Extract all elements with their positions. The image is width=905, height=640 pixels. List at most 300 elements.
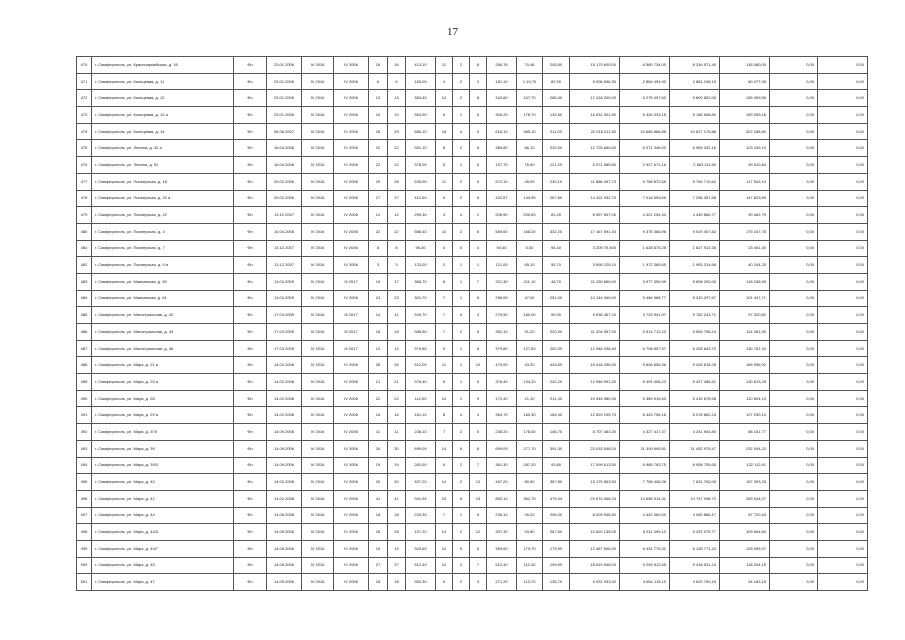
table-cell: 127 290,10 xyxy=(720,407,770,424)
table-cell: 5 514 712,23 xyxy=(620,324,670,341)
table-row xyxy=(77,307,868,324)
table-cell: 109 664,60 xyxy=(720,524,770,541)
table-cell: 220,90 xyxy=(543,324,570,341)
table-cell: 498 xyxy=(77,524,92,541)
table-cell: г. Симферополь, ул. Мира, д. 42 xyxy=(92,490,234,507)
table-cell: 14.09.2006 xyxy=(267,524,302,541)
table-cell: Фн xyxy=(234,307,267,324)
table-cell: 4 241 904,80 xyxy=(670,424,720,441)
table-cell: IV 2006 xyxy=(334,457,369,474)
table-cell: 0,00 xyxy=(770,507,818,524)
table-cell: г. Симферополь, ул. Мира, д. 45 xyxy=(92,557,234,574)
table-cell: 9 635 467,20 xyxy=(570,307,620,324)
table-cell: 34 xyxy=(369,440,388,457)
table-cell: 22 xyxy=(369,140,388,157)
table-cell: 16 xyxy=(369,57,388,74)
table-cell: г. Симферополь, ул. Мира, д. 37б xyxy=(92,424,234,441)
table-cell: 8 xyxy=(470,223,487,240)
table-cell: 11 309 695,81 xyxy=(620,440,670,457)
table-cell: 175 167,78 xyxy=(720,223,770,240)
table-cell: 86,10 xyxy=(517,140,543,157)
table-cell: IV 2016 xyxy=(302,223,334,240)
table-cell: 0,00 xyxy=(770,524,818,541)
table-cell: Фн xyxy=(234,223,267,240)
table-cell: IV 2006 xyxy=(334,440,369,457)
table-cell: IV 2006 xyxy=(334,123,369,140)
table-cell: 9 375 366,96 xyxy=(620,223,670,240)
table-cell: 8 xyxy=(369,240,388,257)
table-cell: 0,00 xyxy=(818,457,868,474)
table-cell: 5 571 565,60 xyxy=(570,157,620,174)
table-cell: 0,00 xyxy=(818,507,868,524)
table-cell: 495 xyxy=(77,474,92,491)
table-cell: 0,00 xyxy=(818,157,868,174)
table-cell: 23 xyxy=(388,290,406,307)
table-cell: 580,60 xyxy=(487,223,517,240)
table-cell: Фн xyxy=(234,140,267,157)
table-row xyxy=(77,407,868,424)
table-cell: 0,00 xyxy=(770,307,818,324)
table-cell: 99,30 xyxy=(543,307,570,324)
table-cell: 41 xyxy=(388,490,406,507)
table-cell: Фн xyxy=(234,557,267,574)
table-cell: 3 xyxy=(453,557,470,574)
table-cell: 205,80 xyxy=(543,57,570,74)
table-cell: 7 788 408,36 xyxy=(620,474,670,491)
table-cell: 16.04.2008 xyxy=(267,140,302,157)
table-cell: 183,00 xyxy=(406,73,436,90)
table-cell: 11 250 660,00 xyxy=(570,273,620,290)
table-cell: IV 2016 xyxy=(302,574,334,591)
table-cell: г. Симферополь, ул. Ленина, д. 51 xyxy=(92,157,234,174)
table-cell: г. Симферополь, ул. Пионерская, д. 18 xyxy=(92,173,234,190)
table-row xyxy=(77,90,868,107)
table-cell: 0,00 xyxy=(517,240,543,257)
table-cell: 6 xyxy=(470,190,487,207)
table-cell: г. Симферополь, ул. Кольцевая, д. 12 а xyxy=(92,107,234,124)
table-row xyxy=(77,424,868,441)
table-cell: 10 xyxy=(470,357,487,374)
table-cell: г. Симферополь, ул. Пионерская, д. 7 xyxy=(92,240,234,257)
table-cell: IV 2006 xyxy=(334,357,369,374)
table-cell: III 2017 xyxy=(334,324,369,341)
table-cell: 0,00 xyxy=(770,390,818,407)
table-row xyxy=(77,57,868,74)
table-cell: 478 xyxy=(77,190,92,207)
table-cell: IV 2006 xyxy=(334,524,369,541)
table-cell: 5 275 497,60 xyxy=(620,90,670,107)
table-cell: 5 758 872,65 xyxy=(620,173,670,190)
table-cell: 22 xyxy=(369,390,388,407)
table-cell: 5 326 333,15 xyxy=(620,107,670,124)
table-cell: 480 xyxy=(77,223,92,240)
table-cell: 19 xyxy=(369,457,388,474)
table-cell: 0,00 xyxy=(818,173,868,190)
table-cell: IV 2006 xyxy=(334,73,369,90)
table-cell: 500 xyxy=(77,557,92,574)
table-cell: 20 xyxy=(369,474,388,491)
table-cell: 10 xyxy=(369,107,388,124)
table-cell: III 2017 xyxy=(334,307,369,324)
table-cell: Фн xyxy=(234,507,267,524)
table-cell: 0,00 xyxy=(818,57,868,74)
table-cell: 352,10 xyxy=(487,324,517,341)
table-row xyxy=(77,440,868,457)
table-cell: 1 xyxy=(453,507,470,524)
table-cell: г. Симферополь, ул. Маяковская, д. 61 xyxy=(92,290,234,307)
table-cell: 301,70 xyxy=(406,290,436,307)
table-cell: IV 2016 xyxy=(302,557,334,574)
table-cell: IV 2016 xyxy=(302,190,334,207)
table-cell: 6 425 643,70 xyxy=(670,340,720,357)
table-cell: 1 xyxy=(453,107,470,124)
table-cell: 379,80 xyxy=(487,340,517,357)
table-cell: г. Симферополь, ул. Маяковская, д. 59 xyxy=(92,273,234,290)
table-cell: 368,70 xyxy=(406,273,436,290)
table-cell: 30 xyxy=(388,440,406,457)
table-cell: 16.04.2008 xyxy=(267,157,302,174)
table-cell: 12 xyxy=(369,207,388,224)
table-cell: 479,44 xyxy=(543,490,570,507)
table-cell: 13.03.2009 xyxy=(267,273,302,290)
table-cell: 5 xyxy=(436,157,453,174)
table-cell: 17 xyxy=(388,273,406,290)
table-row xyxy=(77,190,868,207)
table-cell: 17 167 591,34 xyxy=(570,223,620,240)
table-cell: 7 xyxy=(436,290,453,307)
table-cell: 493 xyxy=(77,440,92,457)
table-cell: г. Симферополь, ул. Пионерская, д. 22 xyxy=(92,207,234,224)
table-cell: 180,30 xyxy=(517,407,543,424)
table-cell: 18 519 948,00 xyxy=(570,557,620,574)
table-cell: 6 908 755,65 xyxy=(670,457,720,474)
table-cell: 389,80 xyxy=(487,140,517,157)
table-cell: 0,00 xyxy=(770,90,818,107)
table-cell: 11 xyxy=(436,357,453,374)
table-cell: 490 xyxy=(77,390,92,407)
table-cell: 4 661 118,10 xyxy=(620,574,670,591)
table-cell: 3 xyxy=(369,257,388,274)
table-cell: IV 2006 xyxy=(334,107,369,124)
table-cell: 9 209 812,65 xyxy=(620,557,670,574)
table-cell: 0,00 xyxy=(818,374,868,391)
table-cell: 40 244,25 xyxy=(720,257,770,274)
table-cell: 363,40 xyxy=(406,90,436,107)
table-cell: 181,10 xyxy=(487,73,517,90)
table-cell: 279,90 xyxy=(487,307,517,324)
table-cell: 12 xyxy=(470,524,487,541)
table-cell: IV 2006 xyxy=(334,173,369,190)
table-cell: 497 xyxy=(77,507,92,524)
table-cell: 0,00 xyxy=(818,123,868,140)
table-cell: 22 xyxy=(388,223,406,240)
table-cell: 114 081,55 xyxy=(720,324,770,341)
table-cell: 113,70 xyxy=(517,574,543,591)
table-cell: 0,00 xyxy=(818,524,868,541)
table-cell: 2 xyxy=(453,90,470,107)
table-cell: 41 xyxy=(369,490,388,507)
table-cell: 11 xyxy=(436,57,453,74)
table-cell: IV 2018 xyxy=(302,57,334,74)
table-cell: 110 804,19 xyxy=(720,390,770,407)
table-cell: Фн xyxy=(234,273,267,290)
table-cell: 5 xyxy=(436,574,453,591)
table-cell: 88 161,77 xyxy=(720,424,770,441)
table-cell: 6 xyxy=(436,107,453,124)
table-cell: 479 xyxy=(77,207,92,224)
table-cell: IV 2016 xyxy=(302,474,334,491)
table-cell: 14.02.2008 xyxy=(267,357,302,374)
table-cell: 18 xyxy=(388,324,406,341)
table-cell: 0,00 xyxy=(818,490,868,507)
table-cell: 238,10 xyxy=(406,424,436,441)
table-cell: 14.02.2008 xyxy=(267,474,302,491)
table-cell: 6 491 408,23 xyxy=(620,374,670,391)
table-cell: 7 xyxy=(436,307,453,324)
table-cell: 14.02.2008 xyxy=(267,407,302,424)
table-cell: IV 2006 xyxy=(334,424,369,441)
table-cell: 385,50 xyxy=(406,324,436,341)
table-cell: Фн xyxy=(234,73,267,90)
table-cell: 19 xyxy=(388,540,406,557)
table-cell: Фн xyxy=(234,240,267,257)
table-cell: 4 xyxy=(453,307,470,324)
table-cell: 21 xyxy=(369,374,388,391)
table-cell: 14 656 514,31 xyxy=(620,490,670,507)
table-cell: 0,00 xyxy=(770,357,818,374)
table-cell: г. Симферополь, ул. Ленина, д. 42 а xyxy=(92,140,234,157)
table-cell: 29.02.2006 xyxy=(267,190,302,207)
table-cell: 22 016 211,50 xyxy=(570,123,620,140)
table-cell: 5 977 356,99 xyxy=(620,273,670,290)
table-cell: 8 xyxy=(436,140,453,157)
table-cell: 176,70 xyxy=(517,107,543,124)
table-cell: 12 xyxy=(470,474,487,491)
table-cell: 22 xyxy=(388,140,406,157)
table-cell: 3 xyxy=(470,307,487,324)
table-cell: 471 xyxy=(77,73,92,90)
table-cell: 199,90 xyxy=(543,557,570,574)
table-cell: 8 957 607,00 xyxy=(570,207,620,224)
table-cell: 55,70 xyxy=(543,257,570,274)
table-cell: 12 728 660,00 xyxy=(570,140,620,157)
table-cell: 14 xyxy=(369,307,388,324)
table-cell: 107,70 xyxy=(517,90,543,107)
table-cell: 0,00 xyxy=(770,73,818,90)
table-cell: 9 800 852,00 xyxy=(670,90,720,107)
table-cell: Фн xyxy=(234,290,267,307)
table-cell: 5 xyxy=(470,424,487,441)
table-cell: г. Симферополь, ул. Мира, д. 44/7 xyxy=(92,540,234,557)
table-cell: 11 xyxy=(388,307,406,324)
table-cell: 118 204,15 xyxy=(720,557,770,574)
table-cell: 5 xyxy=(470,374,487,391)
table-cell: 6 316 571,40 xyxy=(670,57,720,74)
table-cell: 6 443 706,16 xyxy=(620,407,670,424)
table-cell: 7 xyxy=(436,324,453,341)
table-cell: г. Симферополь, ул. Мира, д. 47 xyxy=(92,574,234,591)
table-cell: 0,00 xyxy=(770,540,818,557)
table-cell: IV 2006 xyxy=(334,540,369,557)
table-cell: 321,30 xyxy=(487,273,517,290)
table-cell: 17.03.2009 xyxy=(267,324,302,341)
table-cell: 9 022 933,00 xyxy=(570,574,620,591)
table-cell: 2 xyxy=(470,73,487,90)
table-cell: 535,00 xyxy=(406,173,436,190)
table-cell: 19 xyxy=(369,540,388,557)
table-cell: 329,60 xyxy=(406,540,436,557)
table-cell: 28 xyxy=(369,524,388,541)
table-cell: 0,00 xyxy=(770,557,818,574)
table-cell: 13.03.2009 xyxy=(267,290,302,307)
table-cell: 6 xyxy=(453,440,470,457)
table-cell: 16 418 436,00 xyxy=(570,357,620,374)
table-row xyxy=(77,557,868,574)
table-cell: IV 2016 xyxy=(302,73,334,90)
table-cell: 699,09 xyxy=(406,440,436,457)
table-cell: 474 xyxy=(77,123,92,140)
table-cell: 5 315 297,67 xyxy=(670,290,720,307)
table-cell: 1 xyxy=(453,390,470,407)
table-cell: 3 723 941,97 xyxy=(620,307,670,324)
table-cell: 251,00 xyxy=(543,290,570,307)
table-cell: г. Симферополь, ул. Мира, д. 44 xyxy=(92,507,234,524)
table-cell: 93,80 xyxy=(517,524,543,541)
table-cell: г. Симферополь, ул. Мира, д. 21 а xyxy=(92,357,234,374)
table-cell: 19 xyxy=(369,273,388,290)
table-cell: 6 708 807,57 xyxy=(620,340,670,357)
table-cell: 0,00 xyxy=(770,257,818,274)
table-cell: 2 xyxy=(453,424,470,441)
table-cell: 107,20 xyxy=(406,524,436,541)
table-cell: 14.09.2006 xyxy=(267,424,302,441)
table-cell: 14.02.2008 xyxy=(267,374,302,391)
table-cell: 23.01.2006 xyxy=(267,57,302,74)
table-cell: 9 xyxy=(470,123,487,140)
table-cell: 5 xyxy=(470,107,487,124)
table-cell: 512,40 xyxy=(406,557,436,574)
table-cell: г. Симферополь, ул. Кольцевая, д. 12 xyxy=(92,90,234,107)
table-cell: 0 xyxy=(453,240,470,257)
table-cell: г. Симферополь, ул. Мира, д. 23 а xyxy=(92,374,234,391)
table-cell: 17.03.2009 xyxy=(267,307,302,324)
table-cell: 4 xyxy=(453,207,470,224)
table-cell: 3 995 225,10 xyxy=(570,257,620,274)
table-cell: 26,20 xyxy=(517,507,543,524)
table-cell: 0,00 xyxy=(818,140,868,157)
table-cell: 10 xyxy=(436,390,453,407)
table-cell: 165 956,92 xyxy=(720,357,770,374)
table-cell: 0,00 xyxy=(818,290,868,307)
table-cell: IV 2006 xyxy=(334,374,369,391)
table-cell: IV 2006 xyxy=(334,257,369,274)
table-cell: 2 xyxy=(453,457,470,474)
table-cell: 14.09.2006 xyxy=(267,574,302,591)
table-cell: 0,00 xyxy=(770,140,818,157)
table-cell: 157 393,25 xyxy=(720,474,770,491)
table-cell: 12 xyxy=(388,207,406,224)
table-cell: 0,00 xyxy=(818,90,868,107)
table-cell: 287,20 xyxy=(517,457,543,474)
table-cell: 144,90 xyxy=(517,190,543,207)
table-cell: 381,30 xyxy=(487,457,517,474)
table-cell: 22 xyxy=(388,157,406,174)
table-cell: 4 xyxy=(470,240,487,257)
table-cell: 476 xyxy=(77,157,92,174)
table-cell: 285,40 xyxy=(543,90,570,107)
table-cell: 26 xyxy=(388,357,406,374)
table-cell: IV 2016 xyxy=(302,290,334,307)
table-cell: 121,20 xyxy=(543,157,570,174)
table-cell: 81,20 xyxy=(543,207,570,224)
table-cell: 376,40 xyxy=(406,374,436,391)
table-body xyxy=(77,57,868,591)
table-cell: г. Симферополь, ул. Магистральная, д. 44 xyxy=(92,324,234,341)
table-cell: 0,00 xyxy=(770,424,818,441)
table-cell: Фн xyxy=(234,424,267,441)
table-cell: 12 467 606,00 xyxy=(570,540,620,557)
table-cell: 19 xyxy=(388,457,406,474)
table-cell: IV 2016 xyxy=(302,107,334,124)
table-cell: 2 xyxy=(453,173,470,190)
table-cell: г. Симферополь, ул. Мира, д. 39 xyxy=(92,440,234,457)
table-cell: 0,00 xyxy=(818,190,868,207)
table-cell: Фн xyxy=(234,57,267,74)
table-cell: 475 xyxy=(77,140,92,157)
table-cell: 6 078 862,24 xyxy=(670,407,720,424)
table-row xyxy=(77,490,868,507)
table-cell: 236,10 xyxy=(487,507,517,524)
table-row xyxy=(77,340,868,357)
table-cell: IV 2006 xyxy=(334,157,369,174)
table-cell: 284,76 xyxy=(487,57,517,74)
table-cell: 2 xyxy=(453,140,470,157)
table-cell: 0,00 xyxy=(770,57,818,74)
table-row xyxy=(77,374,868,391)
table-row xyxy=(77,457,868,474)
table-cell: 4 xyxy=(453,407,470,424)
table-cell: 13.12.2007 xyxy=(267,240,302,257)
table-cell: г. Симферополь, ул. Кольцевая, д. 14 xyxy=(92,123,234,140)
table-cell: IV 2016 xyxy=(302,540,334,557)
table-cell: 483 xyxy=(77,273,92,290)
table-cell: 14 422 932,70 xyxy=(570,190,620,207)
table-cell: 572,10 xyxy=(487,173,517,190)
table-cell: 28 xyxy=(369,123,388,140)
table-cell: 5 389 915,63 xyxy=(620,390,670,407)
table-cell: 11 xyxy=(369,424,388,441)
table-cell: 489 xyxy=(77,374,92,391)
table-cell: 13.12.2007 xyxy=(267,257,302,274)
table-cell: 2 xyxy=(436,257,453,274)
table-cell: 29 xyxy=(369,173,388,190)
table-cell: 1 xyxy=(453,273,470,290)
table-cell: 7 xyxy=(436,424,453,441)
table-cell: 22 xyxy=(369,157,388,174)
table-cell: 14.09.2006 xyxy=(267,457,302,474)
table-cell: Фн xyxy=(234,540,267,557)
table-cell: Фн xyxy=(234,490,267,507)
table-cell: г. Симферополь, ул. Магистральная, д. 46 xyxy=(92,340,234,357)
table-cell: 2 863 111,60 xyxy=(670,157,720,174)
table-cell: 5 760 710,62 xyxy=(670,173,720,190)
table-cell: 0,00 xyxy=(770,240,818,257)
table-cell: 4 620 750,15 xyxy=(670,574,720,591)
table-cell: 0,00 xyxy=(818,407,868,424)
table-cell: 8 707 483,30 xyxy=(570,424,620,441)
table-cell: 3 xyxy=(436,207,453,224)
table-cell: 0,00 xyxy=(770,440,818,457)
